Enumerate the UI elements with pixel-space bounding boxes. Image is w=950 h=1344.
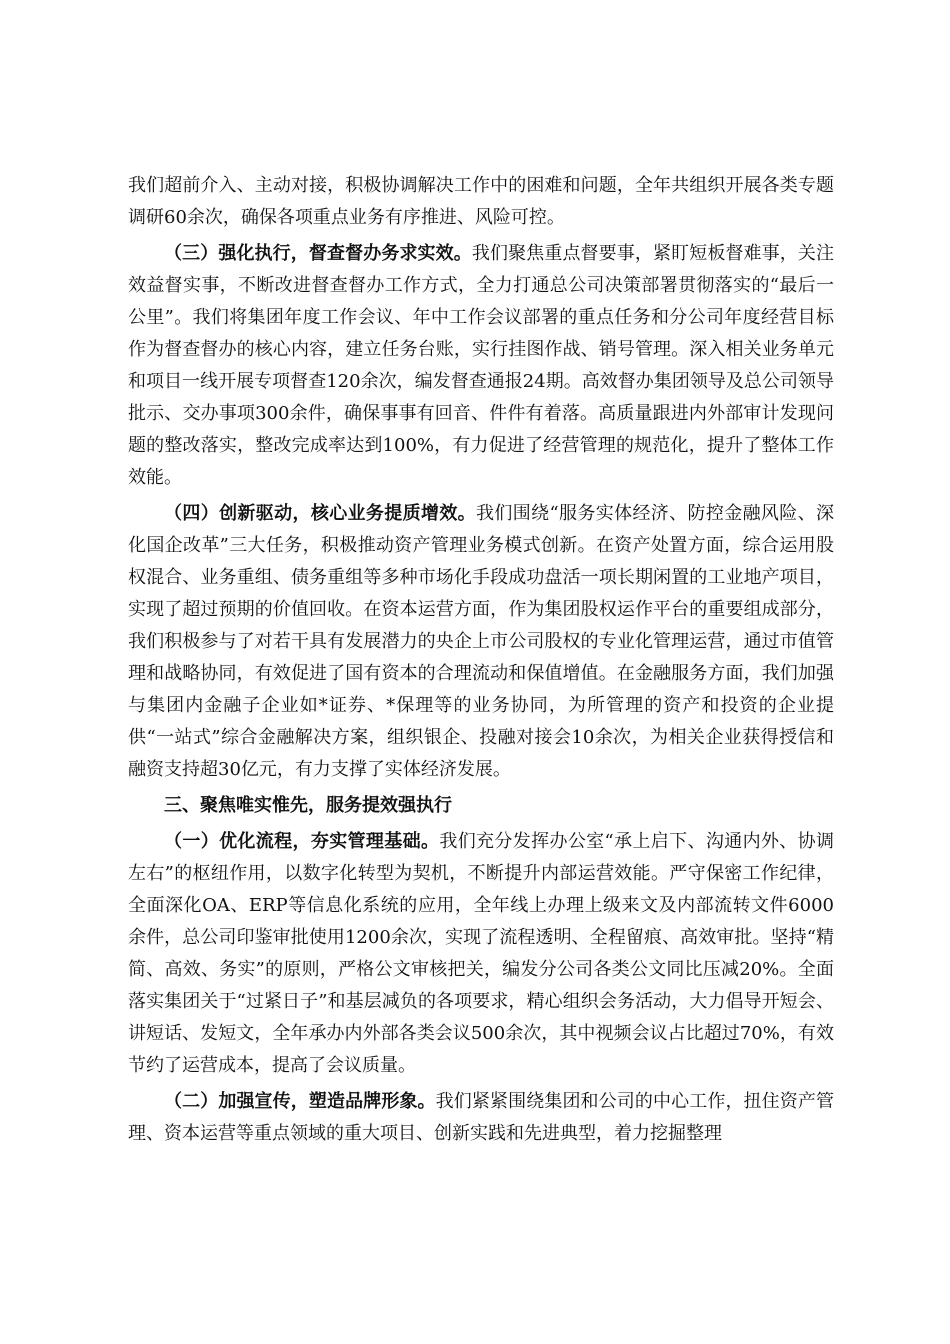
- paragraph-body: 我们超前介入、主动对接，积极协调解决工作中的困难和问题，全年共组织开展各类专题调研60余次，确保各项重点业务有序推进、风险可控。: [128, 175, 834, 228]
- paragraph-innovation: [128, 498, 834, 786]
- paragraph-process: [128, 826, 834, 1082]
- paragraph-body: 我们聚焦重点督要事，紧盯短板督难事，关注效益督实事，不断改进督查督办工作方式，全力打通总公司决策部署贯彻落实的“最后一公里”。我们将集团年度工作会议、年中工作会议部署的重点任务和分公司年度经营目标作为督查督办的核心内容，建立任务台账，实行挂图作战、销号管理。深入相关业务单元和项目一线开展专项督查120余次，编发督查通报24期。高效督办集团领导及总公司领导批示、交办事项300余件，确保事事有回音、件件有着落。高质量跟进内外部审计发现问题的整改落实，整改完成率达到100%，有力促进了经营管理的规范化，提升了整体工作效能。: [128, 243, 834, 488]
- paragraph-lead: （四）创新驱动，核心业务提质增效。: [164, 503, 477, 524]
- paragraph-publicity: [128, 1086, 834, 1150]
- document-page: [128, 170, 834, 1154]
- paragraph-lead: （二）加强宣传，塑造品牌形象。: [164, 1091, 436, 1112]
- paragraph-lead: （一）优化流程，夯实管理基础。: [164, 831, 440, 852]
- paragraph-body: 我们充分发挥办公室“承上启下、沟通内外、协调左右”的枢纽作用，以数字化转型为契机，不断提升内部运营效能。严守保密工作纪律，全面深化OA、ERP等信息化系统的应用，全年线上办理上级来文及内部流转文件6000余件，总公司印鉴审批使用1200余次，实现了流程透明、全程留痕、高效审批。坚持“精简、高效、务实”的原则，严格公文审核把关，编发分公司各类公文同比压减20%。全面落实集团关于“过紧日子”和基层减负的各项要求，精心组织会务活动，大力倡导开短会、讲短话、发短文，全年承办内外部各类会议500余次，其中视频会议占比超过70%，有效节约了运营成本，提高了会议质量。: [128, 831, 835, 1076]
- paragraph-body: 我们紧紧围绕集团和公司的中心工作，扭住资产管理、资本运营等重点领域的重大项目、创新实践和先进典型，着力挖掘整理: [128, 1091, 835, 1144]
- paragraph-supervision: [128, 238, 834, 494]
- section-heading: 三、聚焦唯实惟先，服务提效强执行: [164, 795, 452, 816]
- paragraph-body: 我们围绕“服务实体经济、防控金融风险、深化国企改革”三大任务，积极推动资产管理业务模式创新。在资产处置方面，综合运用股权混合、业务重组、债务重组等多种市场化手段成功盘活一项长期闲置的工业地产项目，实现了超过预期的价值回收。在资本运营方面，作为集团股权运作平台的重要组成部分，我们积极参与了对若干具有发展潜力的央企上市公司股权的专业化管理运营，通过市值管理和战略协同，有效促进了国有资本的合理流动和保值增值。在金融服务方面，我们加强与集团内金融子企业如*证券、*保理等的业务协同，为所管理的资产和投资的企业提供“一站式”综合金融解决方案，组织银企、投融对接会10余次，为相关企业获得授信和融资支持超30亿元，有力支撑了实体经济发展。: [128, 503, 835, 780]
- paragraph-lead: （三）强化执行，督查督办务求实效。: [164, 243, 472, 264]
- paragraph-continuation: [128, 170, 834, 234]
